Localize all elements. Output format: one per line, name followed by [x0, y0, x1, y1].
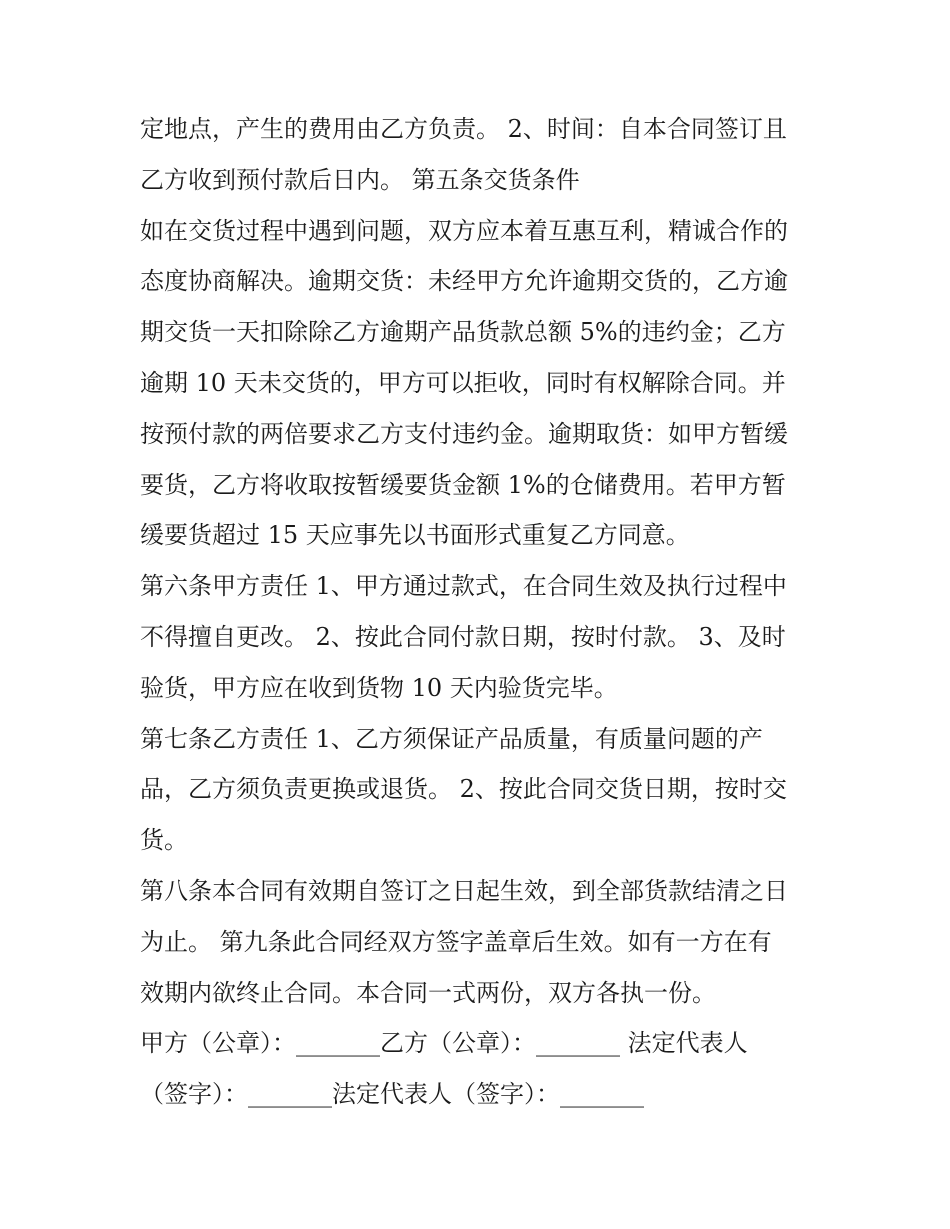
text-line: 不得擅自更改。 2、按此合同付款日期，按时付款。 3、及时	[140, 622, 786, 651]
signature-line-party-a-b: 甲方（公章）：_______乙方（公章）：_______ 法定代表人	[140, 1029, 748, 1058]
text-line: 为止。 第九条此合同经双方签字盖章后生效。如有一方在有	[140, 927, 772, 956]
text-line: 效期内欲终止合同。本合同一式两份，双方各执一份。	[140, 978, 716, 1007]
text-line: 按预付款的两倍要求乙方支付违约金。逾期取货：如甲方暂缓	[140, 419, 788, 448]
text-line: 缓要货超过 15 天应事先以书面形式重复乙方同意。	[140, 521, 690, 550]
text-line: 要货，乙方将收取按暂缓要货金额 1%的仓储费用。若甲方暂	[140, 470, 786, 499]
text-line: 品，乙方须负责更换或退货。 2、按此合同交货日期，按时交	[140, 775, 787, 804]
text-line: 验货，甲方应在收到货物 10 天内验货完毕。	[140, 673, 618, 702]
text-line: 货。	[140, 826, 188, 855]
text-line: 期交货一天扣除除乙方逾期产品货款总额 5%的违约金；乙方	[140, 318, 786, 347]
text-line: 定地点，产生的费用由乙方负责。 2、时间：自本合同签订且	[140, 115, 787, 143]
signature-line-representatives: （签字）：_______法定代表人（签字）：_______	[140, 1080, 644, 1109]
text-line: 乙方收到预付款后日内。 第五条交货条件	[140, 165, 580, 194]
text-line: 态度协商解决。逾期交货：未经甲方允许逾期交货的，乙方逾	[140, 267, 788, 296]
text-line: 第七条乙方责任 1、乙方须保证产品质量，有质量问题的产	[140, 724, 763, 753]
contract-text-body	[140, 104, 820, 1120]
text-line: 第六条甲方责任 1、甲方通过款式，在合同生效及执行过程中	[140, 572, 787, 601]
text-line: 逾期 10 天未交货的，甲方可以拒收，同时有权解除合同。并	[140, 368, 786, 397]
text-line: 第八条本合同有效期自签订之日起生效，到全部货款结清之日	[140, 876, 788, 905]
text-line: 如在交货过程中遇到问题，双方应本着互惠互利，精诚合作的	[140, 216, 788, 245]
